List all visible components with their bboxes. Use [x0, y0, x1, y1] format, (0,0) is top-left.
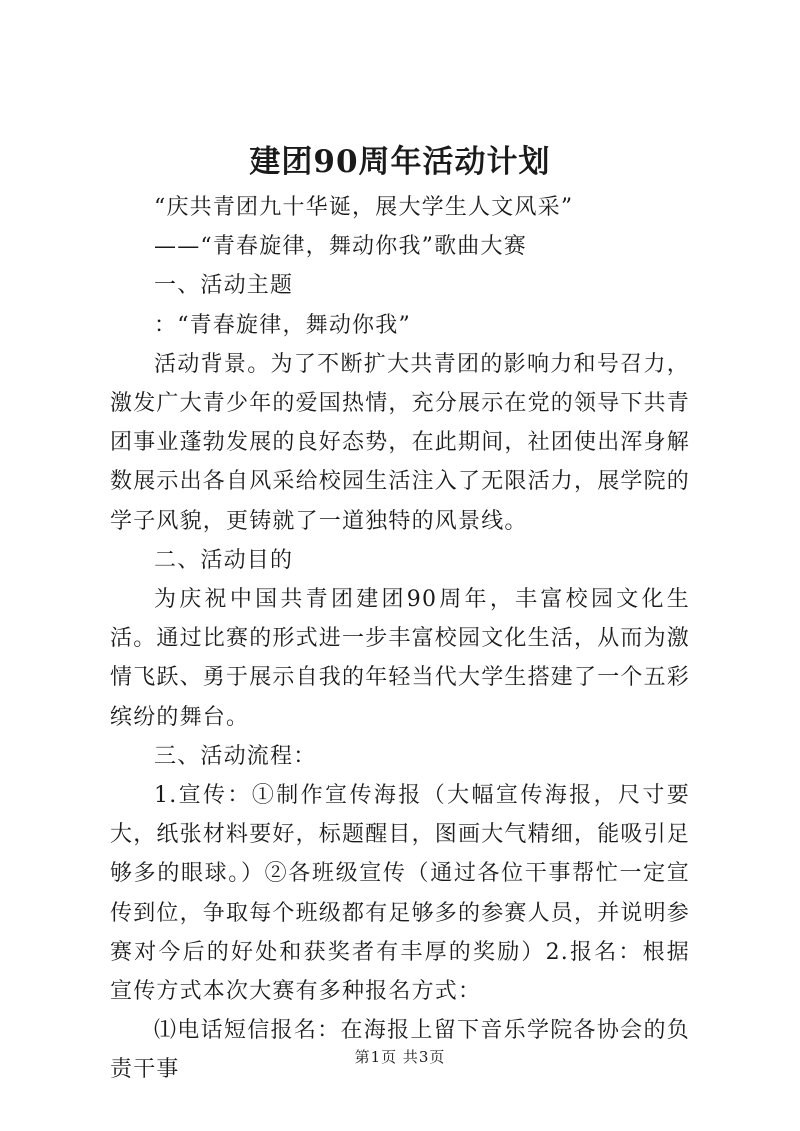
- section-heading-purpose: 二、活动目的: [154, 547, 294, 573]
- section-heading-process: 三、活动流程：: [154, 743, 317, 769]
- document-body: [110, 188, 690, 1090]
- subtitle-contest: ——“青春旋律，舞动你我”歌曲大赛: [154, 234, 527, 260]
- background-paragraph: 活动背景。为了不断扩大共青团的影响力和号召力，激发广大青少年的爱国热情，充分展示在党的领导下共青团事业蓬勃发展的良好态势，在此期间，社团使出浑身解数展示出各自风采给校园生活注入了无限活力，展学院的学子风貌，更铸就了一道独特的风景线。: [110, 351, 691, 534]
- section-heading-theme: 一、活动主题: [154, 273, 294, 299]
- document-title: 建团90周年活动计划: [249, 144, 551, 180]
- subtitle-slogan: “庆共青团九十华诞，展大学生人文风采”: [154, 195, 574, 220]
- registration-paragraph: ⑴电话短信报名：在海报上留下音乐学院各协会的负责干事: [110, 1018, 690, 1083]
- page-footer: 第1页 共3页: [354, 1048, 446, 1066]
- purpose-paragraph: 为庆祝中国共青团建团90周年，丰富校园文化生活。通过比赛的形式进一步丰富校园文化生活，从而为激情飞跃、勇于展示自我的年轻当代大学生搭建了一个五彩缤纷的舞台。: [110, 587, 691, 730]
- theme-text: ：“青春旋律，舞动你我”: [154, 312, 411, 338]
- process-paragraph: 1.宣传：①制作宣传海报（大幅宣传海报，尺寸要大，纸张材料要好，标题醒目，图画大气精细，能吸引足够多的眼球。）②各班级宣传（通过各位干事帮忙一定宣传到位，争取每个班级都有足够多的参赛人员，并说明参赛对今后的好处和获奖者有丰厚的奖励）2.报名：根据宣传方式本次大赛有多种报名方式：: [110, 783, 691, 1005]
